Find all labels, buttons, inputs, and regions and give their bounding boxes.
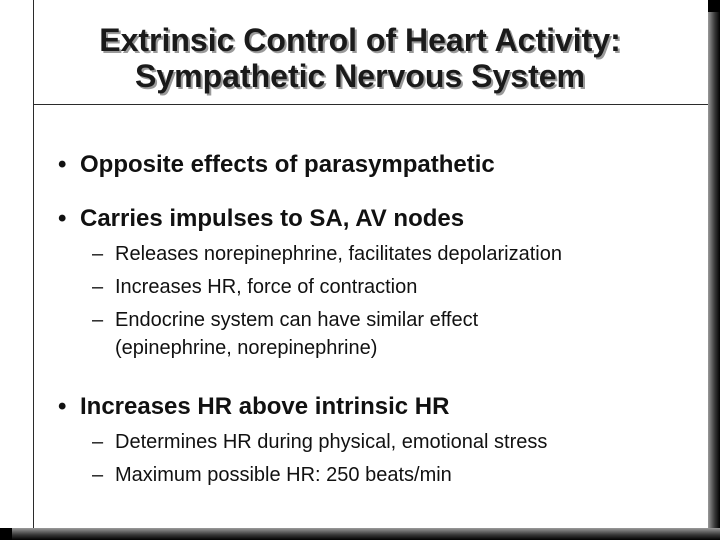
sub-item bbox=[58, 238, 698, 271]
vertical-rule bbox=[33, 0, 34, 528]
sub-marker: – bbox=[92, 276, 104, 298]
slide-title-line: Extrinsic Control of Heart Activity: bbox=[99, 22, 621, 58]
sub-list bbox=[58, 238, 698, 362]
sub-marker: – bbox=[92, 464, 104, 486]
frame-corner bbox=[708, 0, 720, 12]
sub-item bbox=[58, 304, 698, 362]
sub-marker: – bbox=[92, 309, 104, 331]
sub-list bbox=[58, 426, 698, 492]
sub-text-continuation: (epinephrine, norepinephrine) bbox=[115, 337, 378, 359]
bullet-text: Carries impulses to SA, AV nodes bbox=[80, 205, 465, 232]
sub-marker: – bbox=[92, 431, 104, 453]
slide-body bbox=[58, 150, 698, 492]
bullet-marker: • bbox=[58, 393, 67, 420]
slide-shadow-bottom bbox=[10, 528, 720, 540]
bullet-text: Increases HR above intrinsic HR bbox=[80, 393, 450, 420]
sub-item bbox=[58, 271, 698, 304]
sub-item bbox=[58, 459, 698, 492]
sub-text: Endocrine system can have similar effect bbox=[115, 309, 479, 331]
frame-corner bbox=[0, 528, 12, 540]
sub-marker: – bbox=[92, 243, 104, 265]
bullet-text: Opposite effects of parasympathetic bbox=[80, 151, 495, 178]
title-divider bbox=[33, 104, 708, 105]
sub-text: Maximum possible HR: 250 beats/min bbox=[115, 464, 452, 486]
bullet-marker: • bbox=[58, 151, 67, 178]
slide-shadow-right bbox=[708, 10, 720, 540]
bullet-marker: • bbox=[58, 205, 67, 232]
sub-item bbox=[58, 426, 698, 459]
sub-text: Increases HR, force of contraction bbox=[115, 276, 418, 298]
slide-title bbox=[40, 22, 680, 94]
bullet-item bbox=[58, 204, 698, 234]
bullet-item bbox=[58, 150, 698, 180]
sub-text: Releases norepinephrine, facilitates depolarization bbox=[115, 243, 562, 265]
slide-title-line: Sympathetic Nervous System bbox=[135, 58, 585, 94]
bullet-item bbox=[58, 392, 698, 422]
sub-text: Determines HR during physical, emotional stress bbox=[115, 431, 548, 453]
